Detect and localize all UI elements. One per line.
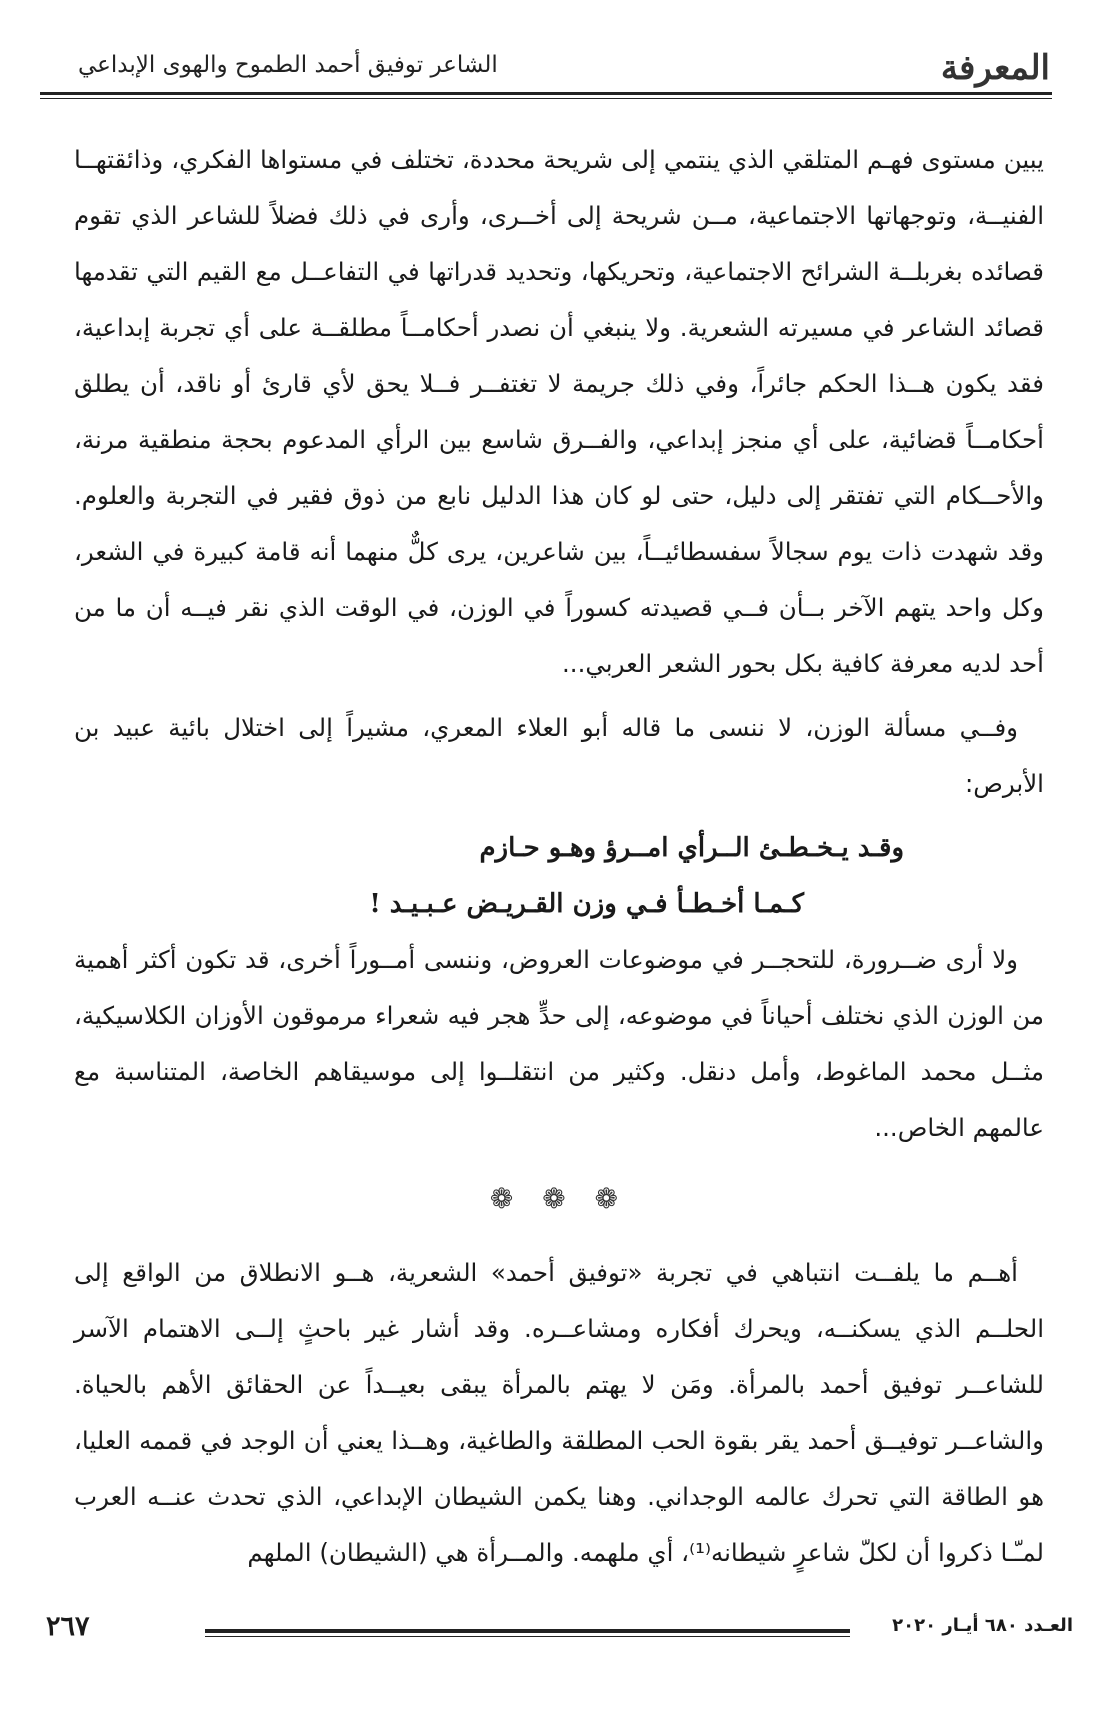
running-title: الشاعر توفيق أحمد الطموح والهوى الإبداعي [78, 52, 498, 78]
header-rule [40, 92, 1052, 95]
article-body [74, 132, 1044, 1581]
issue-info: العـدد ٦٨٠ أيـار ٢٠٢٠ [892, 1615, 1073, 1636]
paragraph-1: يبين مستوى فهـم المتلقي الذي ينتمي إلى شريحة محددة، تختلف في مستواها الفكري، وذائقتهــا الفنيــة، وتوجهاتها الاجتماعية، مــن شريحة إلى أخــرى، وأرى في ذلك فضلاً للشاعر الذي تقوم قصائده بغربلــة الشرائح الاجتماعية، وتحريكها، وتحديد قدراتها في التفاعــل مع القيم التي تقدمها قصائد الشاعر في مسيرته الشعرية. ولا ينبغي أن نصدر أحكامــاً مطلقــة على أي تجربة إبداعية، فقد يكون هــذا الحكم جائراً، وفي ذلك جريمة لا تغتفــر فــلا يحق لأي قارئ أو ناقد، أن يطلق أحكامــاً قضائية، على أي منجز إبداعي، والفــرق شاسع بين الرأي المدعوم بحجة منطقية مرنة، والأحــكام التي تفتقر إلى دليل، حتى لو كان هذا الدليل نابع من ذوق فقير في التجربة والعلوم. وقد شهدت ذات يوم سجالاً سفسطائيــاً، بين شاعرين، يرى كلٌّ منهما أنه قامة كبيرة في الشعر، وكل واحد يتهم الآخر بــأن فــي قصيدته كسوراً في الوزن، في الوقت الذي نقر فيــه أن ما من أحد لديه معرفة كافية بكل بحور الشعر العربي... [74, 145, 1044, 678]
header-rule-thin [40, 98, 1052, 99]
paragraph-3: ولا أرى ضــرورة، للتحجــر في موضوعات العروض، وننسى أمــوراً أخرى، قد تكون أكثر أهمية من الوزن الذي نختلف أحياناً في موضوعه، إلى حدٍّ هجر فيه شعراء مرموقون الأوزان الكلاسيكية، مثــل محمد الماغوط، وأمل دنقل. وكثير من انتقلــوا إلى موسيقاهم الخاصة، المتناسبة مع عالمهم الخاص... [74, 945, 1044, 1142]
magazine-logo: المعرفة [940, 48, 1050, 88]
verse-line-2: كـمـا أخـطـأ فـي وزن القـريـض عـبـيـد ! [369, 889, 804, 919]
page-number: ٢٦٧ [46, 1611, 90, 1642]
footer-rule [205, 1629, 850, 1633]
paragraph-4: أهــم ما يلفــت انتباهي في تجربة «توفيق أحمد» الشعرية، هــو الانطلاق من الواقع إلى الحلــم الذي يسكنــه، ويحرك أفكاره ومشاعــره. وقد أشار غير باحثٍ إلــى الاهتمام الآسر للشاعــر توفيق أحمد بالمرأة. ومَن لا يهتم بالمرأة يبقى بعيــداً عن الحقائق الأهم بالحياة. والشاعــر توفيــق أحمد يقر بقوة الحب المطلقة والطاغية، وهــذا يعني أن الوجد في قممه العليا، هو الطاقة التي تحرك عالمه الوجداني. وهنا يكمن الشيطان الإبداعي، الذي تحدث عنــه العرب لمـّـا ذكروا أن لكلّ شاعرٍ شيطانه⁽¹⁾، أي ملهمه. والمــرأة هي (الشيطان) الملهم [74, 1258, 1044, 1567]
paragraph-2: وفــي مسألة الوزن، لا ننسى ما قاله أبو العلاء المعري، مشيراً إلى اختلال بائية عبيد بن الأبرص: [74, 713, 1044, 798]
page-header [40, 42, 1050, 94]
verse-line-1: وقـد يـخـطـئ الــرأي امــرؤ وهـو حـازم [479, 833, 904, 863]
section-separator: ❁ ❁ ❁ [489, 1182, 629, 1215]
footer-rule-thin [205, 1636, 850, 1637]
